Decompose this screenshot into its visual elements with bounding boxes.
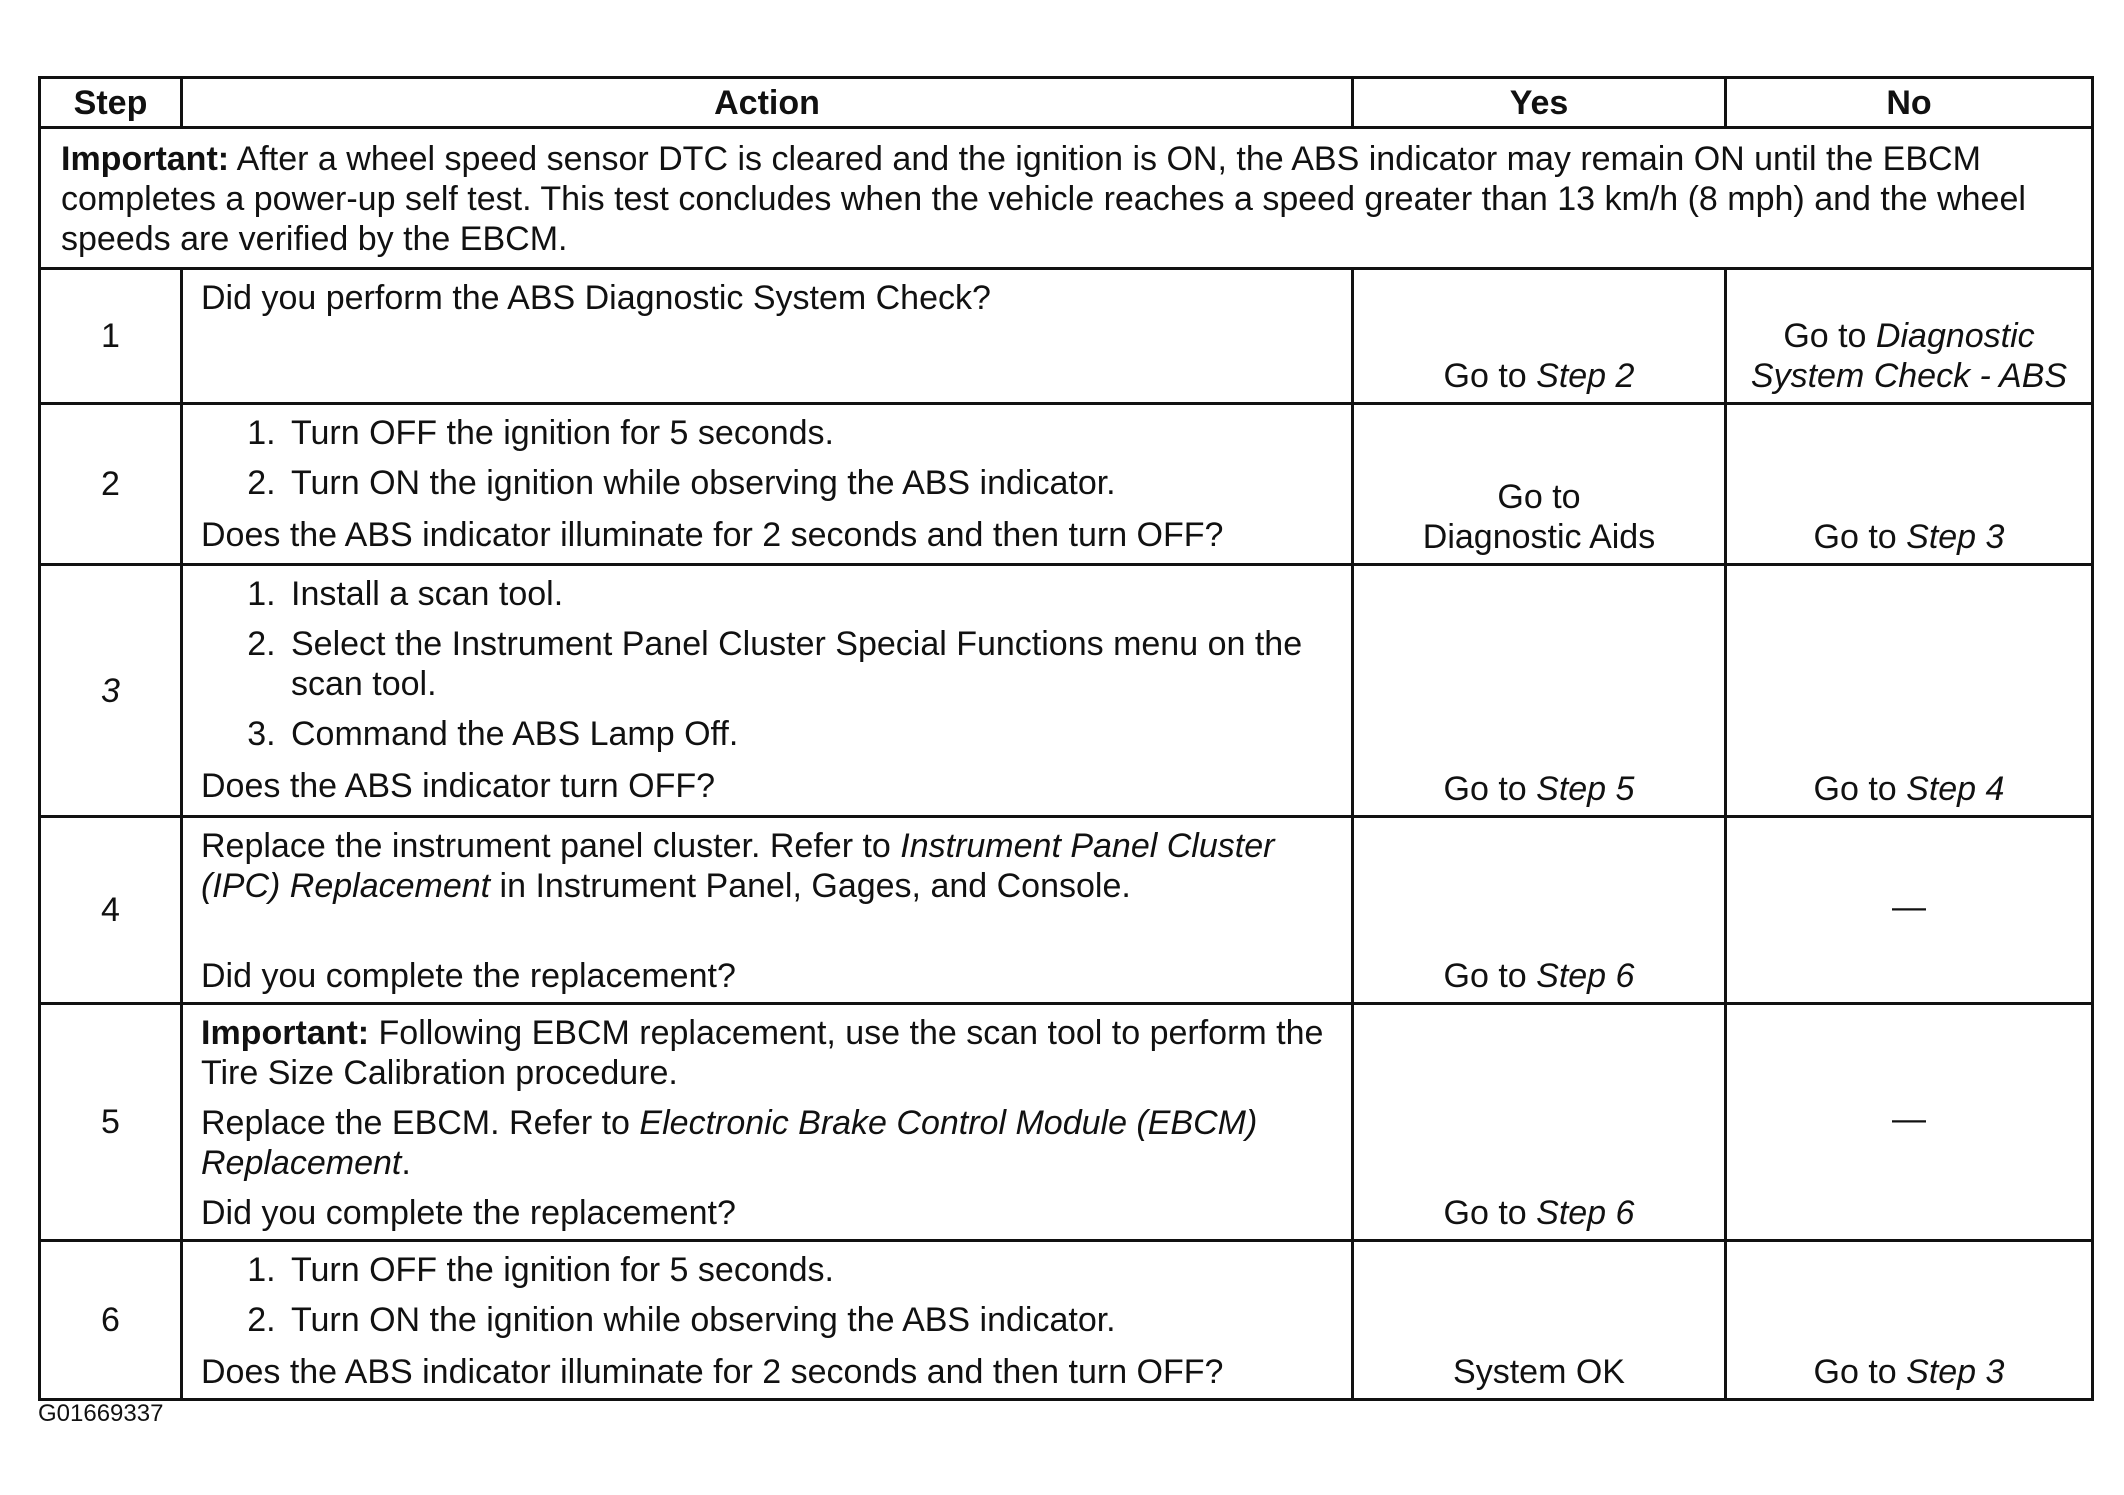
step-number: 1 — [40, 269, 182, 404]
no-step-link[interactable]: Step 4 — [1906, 770, 2005, 808]
action-cell — [182, 404, 1353, 565]
question-text: Does the ABS indicator illuminate for 2 seconds and then turn OFF? — [201, 1353, 1224, 1391]
step-number: 4 — [40, 817, 182, 1004]
yes-prefix: Go to — [1443, 357, 1537, 395]
action-cell — [182, 1004, 1353, 1241]
yes-cell — [1353, 817, 1726, 1004]
instruction-item: 1. Install a scan tool. — [285, 574, 1333, 614]
action-cell — [182, 565, 1353, 817]
important-text: Following EBCM replacement, use the scan tool to perform the Tire Size Calibration procedure. — [201, 1014, 1324, 1092]
important-label: Important: — [61, 140, 230, 178]
action-cell — [182, 1241, 1353, 1400]
yes-cell — [1353, 404, 1726, 565]
instruction-item: 1. Turn OFF the ignition for 5 seconds. — [285, 1250, 1333, 1290]
no-prefix: Go to — [1783, 317, 1876, 355]
instruction-text — [201, 1103, 1333, 1183]
table-row-step-4 — [40, 817, 2093, 1004]
instruction-item: 2. Turn ON the ignition while observing the ABS indicator. — [285, 463, 1333, 503]
procedure-link[interactable]: Instrument Panel Cluster (IPC) Replacement — [201, 827, 1275, 905]
step-number: 5 — [40, 1004, 182, 1241]
no-cell — [1726, 1241, 2093, 1400]
table-row-step-1 — [40, 269, 2093, 404]
instruction-suffix: in Instrument Panel, Gages, and Console. — [490, 867, 1131, 905]
header-row — [40, 78, 2093, 128]
table-row-step-3 — [40, 565, 2093, 817]
question-text: Did you complete the replacement? — [201, 1194, 736, 1232]
question-text: Did you complete the replacement? — [201, 957, 736, 995]
step-number: 2 — [40, 404, 182, 565]
instruction-prefix: Replace the EBCM. Refer to — [201, 1104, 640, 1142]
procedure-link[interactable]: Electronic Brake Control Module (EBCM) Replacement — [201, 1104, 1258, 1182]
step-number: 6 — [40, 1241, 182, 1400]
header-step: Step — [40, 78, 182, 128]
instruction-list — [201, 413, 1333, 503]
yes-step-link[interactable]: Step 6 — [1536, 1194, 1635, 1232]
instruction-suffix: . — [401, 1144, 411, 1182]
no-step-link[interactable]: Step 3 — [1906, 1353, 2005, 1391]
yes-cell — [1353, 565, 1726, 817]
no-ref-line1[interactable]: Diagnostic — [1875, 317, 2035, 355]
yes-step-link[interactable]: Step 5 — [1536, 770, 1635, 808]
header-no: No — [1726, 78, 2093, 128]
action-cell — [182, 269, 1353, 404]
step-number: 3 — [40, 565, 182, 817]
question-text: Does the ABS indicator turn OFF? — [201, 767, 716, 805]
no-ref-line2[interactable]: System Check - ABS — [1750, 357, 2068, 395]
no-step-link[interactable]: Step 3 — [1906, 518, 2005, 556]
instruction-item: 3. Command the ABS Lamp Off. — [285, 714, 1333, 754]
table-row-step-2 — [40, 404, 2093, 565]
yes-prefix: Go to — [1443, 957, 1537, 995]
question-text: Did you perform the ABS Diagnostic System Check? — [201, 279, 991, 317]
yes-step-link[interactable]: Step 2 — [1536, 357, 1635, 395]
instruction-text — [201, 826, 1333, 906]
no-cell — [1726, 269, 2093, 404]
important-text: After a wheel speed sensor DTC is cleared and the ignition is ON, the ABS indicator may remain ON until the EBCM completes a power-up self test. This test concludes when the vehicle reaches a speed greater than 13 km/h (8 mph) and the wheel speeds are verified by the EBCM. — [61, 140, 2026, 258]
action-cell — [182, 817, 1353, 1004]
important-note — [40, 128, 2093, 269]
important-note — [201, 1013, 1333, 1093]
header-yes: Yes — [1353, 78, 1726, 128]
yes-cell — [1353, 269, 1726, 404]
no-cell: — — [1726, 1004, 2093, 1241]
header-action: Action — [182, 78, 1353, 128]
table-row-step-5 — [40, 1004, 2093, 1241]
instruction-item: 1. Turn OFF the ignition for 5 seconds. — [285, 413, 1333, 453]
instruction-list — [201, 1250, 1333, 1340]
yes-prefix: Go to — [1443, 770, 1537, 808]
instruction-item: 2. Turn ON the ignition while observing the ABS indicator. — [285, 1300, 1333, 1340]
spacer — [201, 916, 1333, 956]
no-cell — [1726, 404, 2093, 565]
yes-step-link[interactable]: Step 6 — [1536, 957, 1635, 995]
no-prefix: Go to — [1813, 518, 1907, 556]
important-row — [40, 128, 2093, 269]
important-label: Important: — [201, 1014, 370, 1052]
instruction-list — [201, 574, 1333, 754]
yes-cell — [1353, 1004, 1726, 1241]
no-prefix: Go to — [1813, 1353, 1907, 1391]
instruction-item: 2. Select the Instrument Panel Cluster Special Functions menu on the scan tool. — [285, 624, 1333, 704]
instruction-prefix: Replace the instrument panel cluster. Refer to — [201, 827, 901, 865]
question-text: Does the ABS indicator illuminate for 2 seconds and then turn OFF? — [201, 516, 1224, 554]
yes-line1: Go to — [1497, 478, 1581, 516]
figure-code: G01669337 — [38, 1400, 164, 1427]
no-cell: — — [1726, 817, 2093, 1004]
diagnostic-table — [38, 76, 2094, 1401]
table-row-step-6 — [40, 1241, 2093, 1400]
yes-prefix: Go to — [1443, 1194, 1537, 1232]
yes-cell: System OK — [1353, 1241, 1726, 1400]
no-prefix: Go to — [1813, 770, 1907, 808]
no-cell — [1726, 565, 2093, 817]
yes-line2[interactable]: Diagnostic Aids — [1422, 518, 1656, 556]
